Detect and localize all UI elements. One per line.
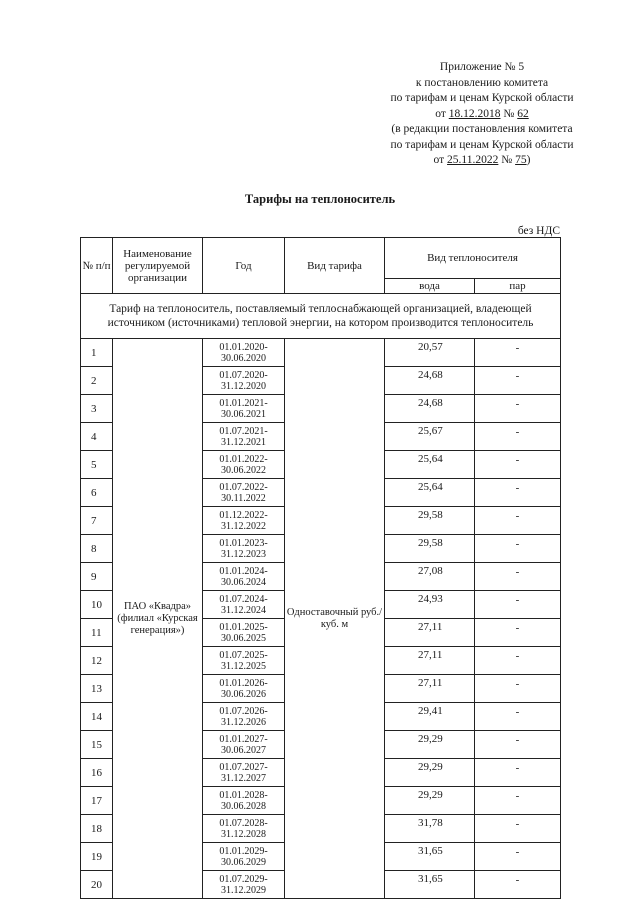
water-tariff: 24,68 [385,367,475,395]
row-number: 17 [81,787,113,815]
water-tariff: 29,29 [385,759,475,787]
period: 01.07.2028-31.12.2028 [203,815,285,843]
tariff-kind: Одноставочный руб./куб. м [285,339,385,899]
row-number: 9 [81,563,113,591]
period: 01.07.2026-31.12.2026 [203,703,285,731]
revision-number: 75 [515,154,527,166]
row-number: 6 [81,479,113,507]
water-tariff: 24,93 [385,591,475,619]
header-heat-carrier: Вид теплоносителя [385,238,561,279]
period: 01.01.2027-30.06.2027 [203,731,285,759]
period: 01.07.2029-31.12.2029 [203,871,285,899]
steam-tariff: - [475,759,561,787]
header-year: Год [203,238,285,294]
water-tariff: 31,65 [385,871,475,899]
row-number: 11 [81,619,113,647]
steam-tariff: - [475,507,561,535]
steam-tariff: - [475,843,561,871]
appendix-line: Приложение № 5 [439,61,525,73]
header-number: № п/п [81,238,113,294]
water-tariff: 31,78 [385,815,475,843]
row-number: 12 [81,647,113,675]
water-tariff: 27,08 [385,563,475,591]
period: 01.01.2026-30.06.2026 [203,675,285,703]
water-tariff: 25,67 [385,423,475,451]
row-number: 16 [81,759,113,787]
steam-tariff: - [475,619,561,647]
row-number: 4 [81,423,113,451]
period: 01.01.2028-30.06.2028 [203,787,285,815]
water-tariff: 29,58 [385,507,475,535]
steam-tariff: - [475,395,561,423]
water-tariff: 29,41 [385,703,475,731]
row-number: 5 [81,451,113,479]
period: 01.01.2023-31.12.2023 [203,535,285,563]
period: 01.01.2024-30.06.2024 [203,563,285,591]
vat-note: без НДС [517,225,560,237]
row-number: 1 [81,339,113,367]
steam-tariff: - [475,871,561,899]
period: 01.07.2021-31.12.2021 [203,423,285,451]
row-number: 18 [81,815,113,843]
row-number: 10 [81,591,113,619]
revision-line: (в редакции постановления комитета [391,123,573,135]
table-row [81,339,561,367]
steam-tariff: - [475,647,561,675]
header-steam: пар [475,279,561,294]
appendix-line: по тарифам и ценам Курской области [390,92,574,104]
header-tariff-type: Вид тарифа [285,238,385,294]
steam-tariff: - [475,535,561,563]
steam-tariff: - [475,815,561,843]
steam-tariff: - [475,675,561,703]
appendix-line: к постановлению комитета [415,76,549,89]
revision-date: 25.11.2022 [447,154,499,166]
row-number: 19 [81,843,113,871]
steam-tariff: - [475,787,561,815]
period: 01.07.2025-31.12.2025 [203,647,285,675]
steam-tariff: - [475,703,561,731]
appendix-header [360,60,604,169]
date-prefix: от [435,107,449,120]
document-title: Тарифы на теплоноситель [244,192,396,206]
rev-close: ) [526,154,531,166]
period: 01.12.2022-31.12.2022 [203,507,285,535]
rev-number-prefix: № [498,154,516,166]
row-number: 13 [81,675,113,703]
section-note: Тариф на теплоноситель, поставляемый теплоснабжающей организацией, владеющей источником (источниками) тепловой энергии, на котором производится теплоноситель [81,294,561,339]
period: 01.01.2021-30.06.2021 [203,395,285,423]
steam-tariff: - [475,367,561,395]
revision-date-line [360,153,604,169]
row-number: 14 [81,703,113,731]
water-tariff: 31,65 [385,843,475,871]
row-number: 15 [81,731,113,759]
period: 01.07.2027-31.12.2027 [203,759,285,787]
steam-tariff: - [475,731,561,759]
row-number: 7 [81,507,113,535]
number-prefix: № [500,107,518,120]
row-number: 3 [81,395,113,423]
row-number: 8 [81,535,113,563]
tariff-table [80,237,561,899]
revision-line: по тарифам и ценам Курской области [390,138,574,151]
water-tariff: 24,68 [385,395,475,423]
water-tariff: 25,64 [385,451,475,479]
period: 01.07.2022-30.11.2022 [203,479,285,507]
period: 01.01.2022-30.06.2022 [203,451,285,479]
water-tariff: 25,64 [385,479,475,507]
water-tariff: 29,29 [385,787,475,815]
steam-tariff: - [475,479,561,507]
header-water: вода [385,279,475,294]
organization-name: ПАО «Квадра» (филиал «Курская генерация») [113,339,203,899]
water-tariff: 29,58 [385,535,475,563]
header-organization: Наименование регулируемой организации [113,238,203,294]
row-number: 2 [81,367,113,395]
steam-tariff: - [475,423,561,451]
period: 01.07.2024-31.12.2024 [203,591,285,619]
resolution-date: 18.12.2018 [448,107,501,120]
water-tariff: 20,57 [385,339,475,367]
period: 01.07.2020-31.12.2020 [203,367,285,395]
period: 01.01.2020-30.06.2020 [203,339,285,367]
water-tariff: 27,11 [385,675,475,703]
rev-date-prefix: от [433,154,448,166]
water-tariff: 27,11 [385,647,475,675]
steam-tariff: - [475,591,561,619]
steam-tariff: - [475,563,561,591]
water-tariff: 27,11 [385,619,475,647]
steam-tariff: - [475,339,561,367]
period: 01.01.2025-30.06.2025 [203,619,285,647]
water-tariff: 29,29 [385,731,475,759]
row-number: 20 [81,871,113,899]
resolution-number: 62 [517,107,529,120]
appendix-date-line [360,107,604,123]
period: 01.01.2029-30.06.2029 [203,843,285,871]
steam-tariff: - [475,451,561,479]
